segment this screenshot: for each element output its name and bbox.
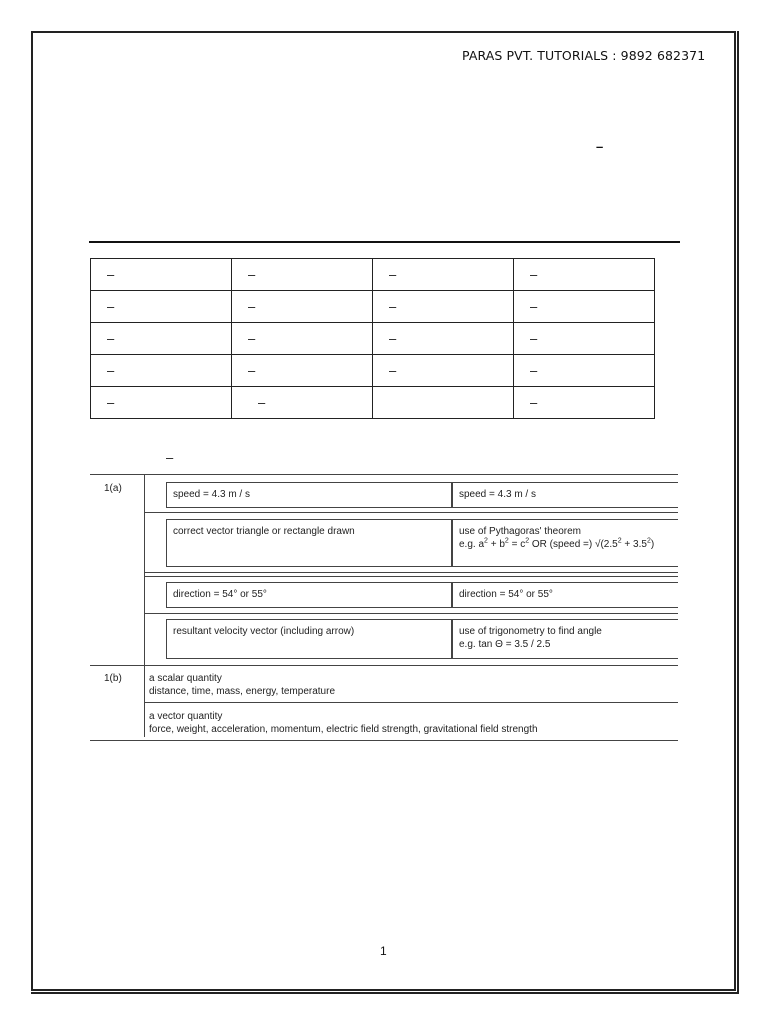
divider <box>90 740 678 741</box>
answer-formula <box>459 538 672 551</box>
formula-part: + b <box>487 539 505 550</box>
grid-cell: – <box>514 323 655 355</box>
answer-box <box>452 482 678 508</box>
page-border <box>31 31 736 991</box>
grid-cell: – <box>91 323 232 355</box>
answer-box <box>166 482 452 508</box>
formula-part: ) <box>650 539 655 550</box>
divider <box>90 665 678 666</box>
answer-text: correct vector triangle or rectangle drawn <box>173 526 355 537</box>
grid-cell: – <box>232 355 373 387</box>
question-label-1a: 1(a) <box>104 483 122 494</box>
title-dash: – <box>596 139 604 154</box>
divider <box>90 474 678 475</box>
answer-grid <box>90 258 655 419</box>
grid-cell: – <box>373 323 514 355</box>
grid-cell: – <box>514 259 655 291</box>
formula-part: OR (speed =) √(2.5 <box>529 539 618 550</box>
superscript: 2 <box>617 537 622 545</box>
answer-line: a vector quantity <box>149 711 223 722</box>
superscript: 2 <box>525 537 530 545</box>
grid-cell: – <box>514 291 655 323</box>
answer-text: speed = 4.3 m / s <box>459 489 536 500</box>
divider <box>144 702 678 703</box>
superscript: 2 <box>646 537 651 545</box>
answer-line: force, weight, acceleration, momentum, electric field strength, gravitational field strength <box>149 724 538 735</box>
answer-text: direction = 54° or 55° <box>459 589 553 600</box>
grid-cell: – <box>514 387 655 419</box>
grid-cell: – <box>514 355 655 387</box>
answer-box <box>166 519 452 567</box>
horizontal-rule <box>89 241 680 243</box>
answer-text: use of Pythagoras' theorem <box>459 526 581 537</box>
answer-text: resultant velocity vector (including arrow) <box>173 626 355 637</box>
answer-line: distance, time, mass, energy, temperature <box>149 686 336 697</box>
table-row <box>91 291 655 323</box>
answer-text: direction = 54° or 55° <box>173 589 267 600</box>
formula-part: e.g. a <box>459 539 485 550</box>
grid-cell: – <box>232 387 373 419</box>
grid-cell: – <box>91 259 232 291</box>
divider <box>144 474 145 737</box>
answer-text: use of trigonometry to find angle <box>459 626 602 637</box>
superscript: 2 <box>484 537 488 545</box>
formula-part: + 3.5 <box>621 539 647 550</box>
grid-cell <box>373 387 514 419</box>
answer-box <box>452 619 678 659</box>
grid-cell: – <box>91 387 232 419</box>
answer-box <box>166 582 452 608</box>
answer-box <box>452 582 678 608</box>
divider <box>144 576 678 577</box>
header-text: PARAS PVT. TUTORIALS : 9892 682371 <box>462 48 706 63</box>
grid-cell: – <box>232 259 373 291</box>
section-dash: – <box>166 450 174 465</box>
divider <box>144 613 678 614</box>
table-row <box>91 259 655 291</box>
grid-cell: – <box>232 291 373 323</box>
question-label-1b: 1(b) <box>104 673 122 684</box>
divider <box>144 512 678 513</box>
grid-cell: – <box>232 323 373 355</box>
grid-cell: – <box>373 355 514 387</box>
superscript: 2 <box>504 537 509 545</box>
answer-box <box>166 619 452 659</box>
formula-part: = c <box>508 539 526 550</box>
answer-line: a scalar quantity <box>149 673 222 684</box>
page-number: 1 <box>380 944 387 958</box>
grid-cell: – <box>91 291 232 323</box>
answer-box <box>452 519 678 567</box>
grid-cell: – <box>373 259 514 291</box>
answer-text: speed = 4.3 m / s <box>173 489 250 500</box>
table-row <box>91 355 655 387</box>
answer-text: e.g. tan Θ = 3.5 / 2.5 <box>459 639 551 650</box>
grid-cell: – <box>91 355 232 387</box>
grid-cell: – <box>373 291 514 323</box>
table-row <box>91 323 655 355</box>
divider <box>144 572 678 573</box>
answer-text <box>149 672 335 698</box>
answer-text <box>149 710 538 736</box>
table-row <box>91 387 655 419</box>
